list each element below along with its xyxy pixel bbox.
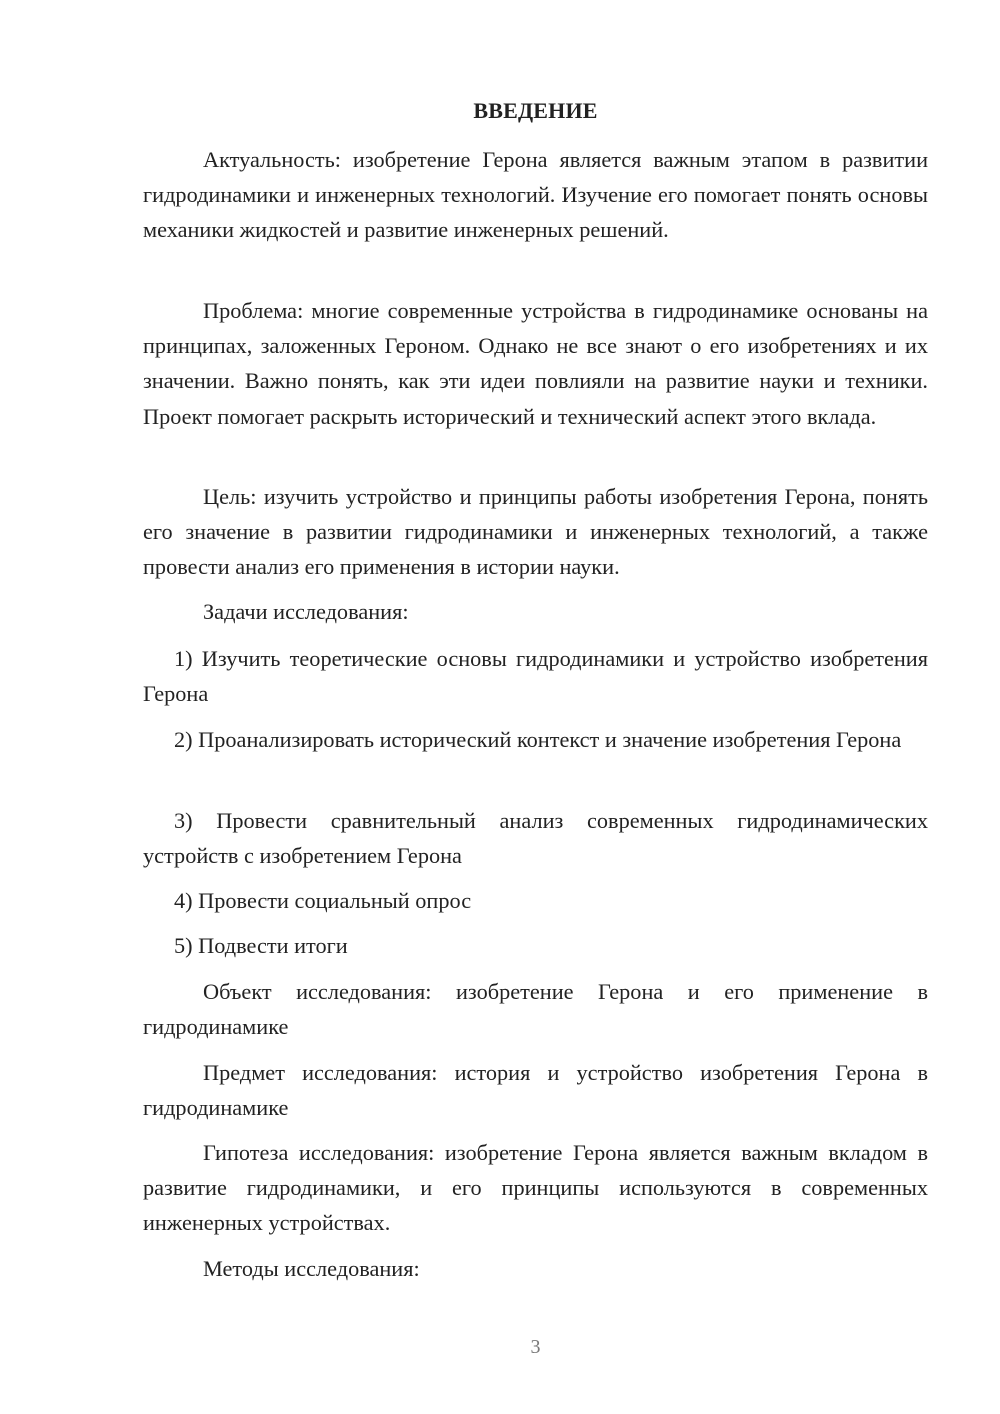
paragraph-relevance: Актуальность: изобретение Герона является важным этапом в развитии гидродинамики и инженерных технологий. Изучение его помогает понять основы механики жидкостей и развитие инженерных решений. [143,147,928,243]
task-item-5: 5) Подвести итоги [174,933,348,958]
task-item-3: 3) Провести сравнительный анализ современных гидродинамических устройств с изобретением Герона [143,808,928,869]
task-item-4: 4) Провести социальный опрос [174,888,472,913]
page-number: 3 [530,1336,541,1358]
section-title: ВВЕДЕНИЕ [473,98,598,123]
paragraph-tasks-heading: Задачи исследования: [203,599,409,624]
task-item-1: 1) Изучить теоретические основы гидродинамики и устройство изобретения Герона [143,646,928,707]
paragraph-hypothesis: Гипотеза исследования: изобретение Герона является важным вкладом в развитие гидродинамики, и его принципы используются в современных инженерных устройствах. [143,1140,928,1236]
paragraph-object: Объект исследования: изобретение Герона и его применение в гидродинамике [143,979,928,1040]
task-item-2: 2) Проанализировать исторический контекст и значение изобретения Герона [174,727,902,752]
paragraph-goal: Цель: изучить устройство и принципы работы изобретения Герона, понять его значение в развитии гидродинамики и инженерных технологий, а также провести анализ его применения в истории науки. [143,484,928,580]
paragraph-methods: Методы исследования: [203,1256,420,1281]
paragraph-problem: Проблема: многие современные устройства в гидродинамике основаны на принципах, заложенных Героном. Однако не все знают о его изобретениях и их значении. Важно понять, как эти идеи повлияли на развитие науки и техники. Проект помогает раскрыть исторический и технический аспект этого вклада. [143,298,928,429]
paragraph-subject: Предмет исследования: история и устройство изобретения Герона в гидродинамике [143,1060,928,1121]
